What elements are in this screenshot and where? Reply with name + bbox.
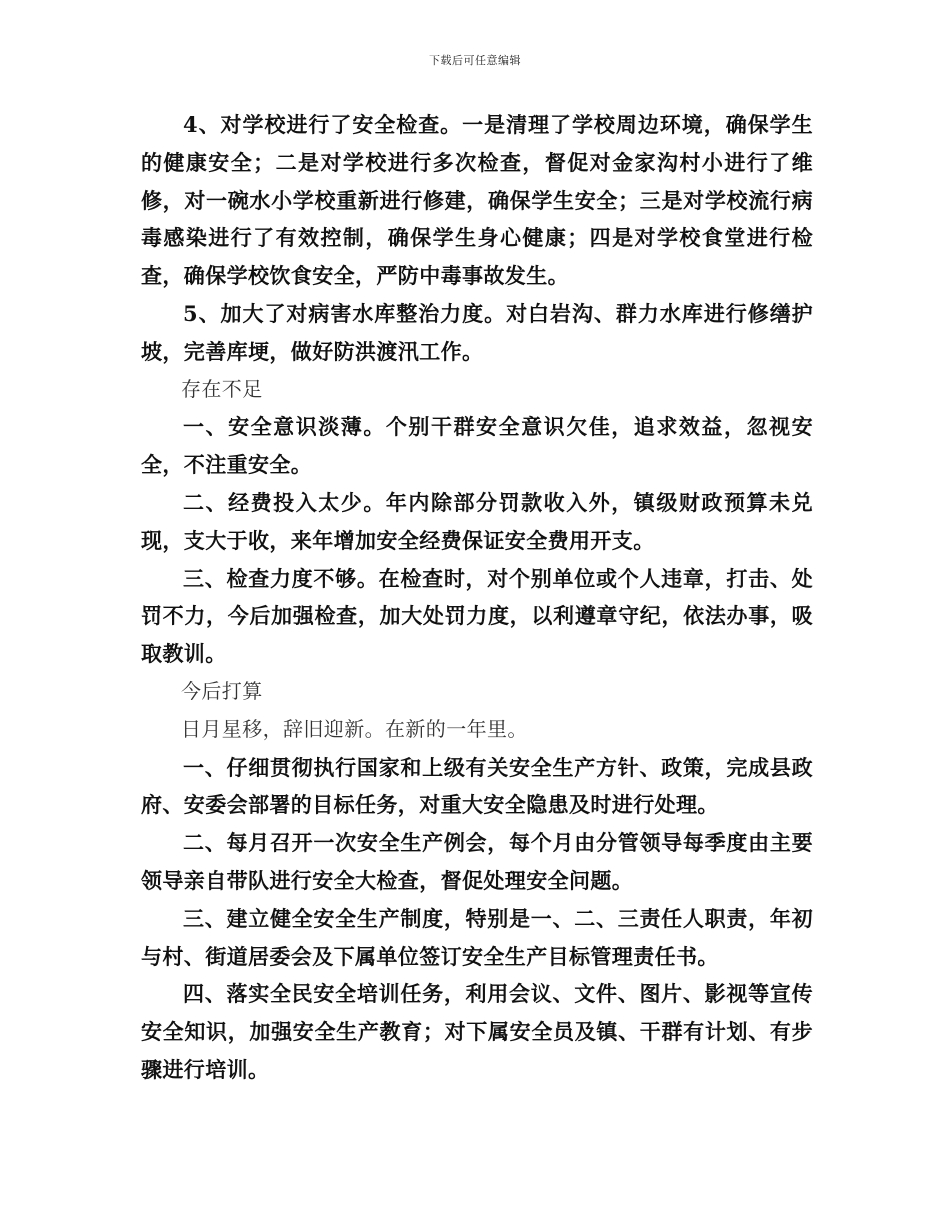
page-header: 下载后可任意编辑 [429,54,521,67]
paragraph-plan-2: 二、每月召开一次安全生产例会，每个月由分管领导每季度由主要领导亲自带队进行安全大检查，督促处理安全问题。 [141,830,813,893]
paragraph-reservoir: 5、加大了对病害水库整治力度。对白岩沟、群力水库进行修缮护坡，完善库埂，做好防洪渡汛工作。 [141,300,813,364]
paragraph-plan-1: 一、仔细贯彻执行国家和上级有关安全生产方针、政策，完成县政府、安委会部署的目标任务，对重大安全隐患及时进行处理。 [141,754,813,818]
document-body [141,106,813,1089]
paragraph-funding: 二、经费投入太少。年内除部分罚款收入外，镇级财政预算未兑现，支大于收，来年增加安全经费保证安全费用开支。 [141,489,813,553]
section-heading-shortcomings: 存在不足 [181,376,263,401]
paragraph-awareness: 一、安全意识淡薄。个别干群安全意识欠佳，追求效益，忽视安全，不注重安全。 [141,414,813,478]
paragraph-inspection: 三、检查力度不够。在检查时，对个别单位或个人违章，打击、处罚不力，今后加强检查，加大处罚力度，以利遵章守纪，依法办事，吸取教训。 [141,565,813,667]
paragraph-plan-4: 四、落实全民安全培训任务，利用会议、文件、图片、影视等宣传安全知识，加强安全生产教育；对下属安全员及镇、干群有计划、有步骤进行培训。 [141,981,813,1082]
section-heading-plans: 今后打算 [181,678,263,703]
paragraph-intro: 日月星移，辞旧迎新。在新的一年里。 [181,716,528,741]
paragraph-plan-3: 三、建立健全安全生产制度，特别是一、二、三责任人职责，年初与村、街道居委会及下属单位签订安全生产目标管理责任书。 [141,905,813,969]
paragraph-school-safety: 4、对学校进行了安全检查。一是清理了学校周边环境，确保学生的健康安全；二是对学校进行多次检查，督促对金家沟村小进行了维修，对一碗水小学校重新进行修建，确保学生安全；三是对学校流行病毒感染进行了有效控制，确保学生身心健康；四是对学校食堂进行检查，确保学校饮食安全，严防中毒事故发生。 [141,112,813,289]
